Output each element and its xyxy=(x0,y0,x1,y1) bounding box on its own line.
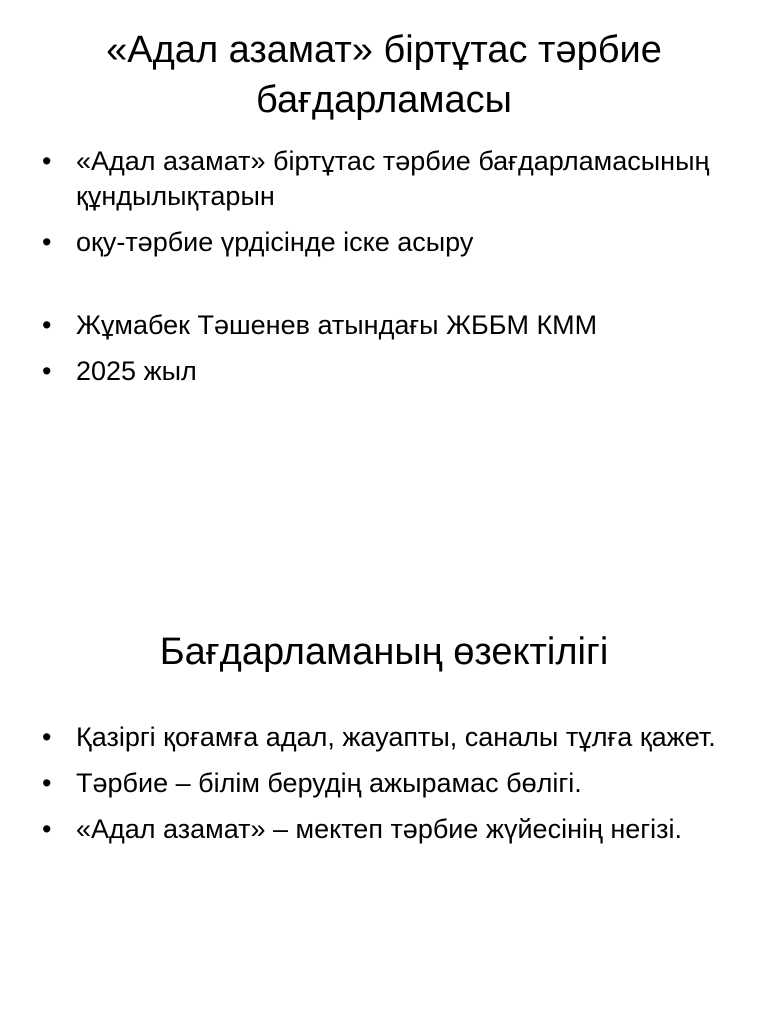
list-item xyxy=(42,766,728,801)
bullet-text: 2025 жыл xyxy=(76,356,197,386)
list-item xyxy=(42,812,728,847)
list-item xyxy=(42,225,728,260)
bullet-icon: • xyxy=(42,768,52,798)
bullet-icon: • xyxy=(42,356,52,386)
list-item xyxy=(42,354,728,389)
list-item xyxy=(42,144,728,214)
list-item xyxy=(42,720,728,755)
slide-2 xyxy=(0,512,768,1024)
bullet-text: оқу-тәрбие үрдісінде іске асыру xyxy=(76,227,474,257)
bullet-text: Жұмабек Тәшенев атындағы ЖББМ КММ xyxy=(76,310,598,340)
bullet-text: «Адал азамат» – мектеп тәрбие жүйесінің негізі. xyxy=(76,814,683,844)
bullet-icon: • xyxy=(42,722,52,752)
bullet-list xyxy=(42,720,728,858)
list-item xyxy=(42,308,728,343)
bullet-list xyxy=(42,144,728,400)
bullet-icon: • xyxy=(42,310,52,340)
slide-title: Бағдарламаның өзектілігі xyxy=(159,631,609,673)
bullet-icon: • xyxy=(42,227,52,257)
bullet-text: Қазіргі қоғамға адал, жауапты, саналы тұлға қажет. xyxy=(76,722,716,752)
slide-title: «Адал азамат» біртұтас тәрбие бағдарламасы xyxy=(106,29,662,121)
bullet-text: Тәрбие – білім берудің ажырамас бөлігі. xyxy=(76,768,582,798)
bullet-icon: • xyxy=(42,814,52,844)
bullet-text: «Адал азамат» біртұтас тәрбие бағдарламасының құндылықтарын xyxy=(76,146,710,211)
bullet-icon: • xyxy=(42,146,52,176)
